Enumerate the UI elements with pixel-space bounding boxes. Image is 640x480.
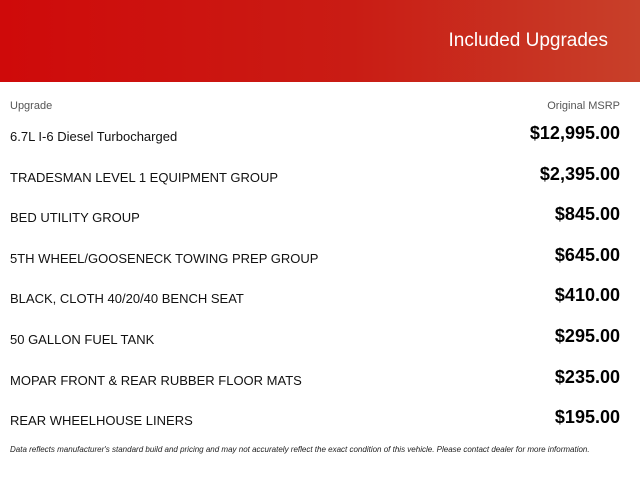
upgrade-name: BED UTILITY GROUP — [10, 210, 140, 226]
header-banner — [0, 0, 640, 82]
upgrade-name: 5TH WHEEL/GOOSENECK TOWING PREP GROUP — [10, 250, 319, 266]
disclaimer-text: Data reflects manufacturer's standard build and pricing and may not accurately reflect the exact condition of this vehicle. Please contact dealer for more information. — [10, 445, 590, 454]
upgrade-name: TRADESMAN LEVEL 1 EQUIPMENT GROUP — [10, 169, 279, 185]
list-item — [0, 238, 640, 279]
upgrade-price: $2,395.00 — [539, 163, 620, 184]
upgrade-price: $645.00 — [554, 244, 620, 265]
list-item — [0, 360, 640, 401]
upgrade-price: $235.00 — [554, 366, 620, 387]
upgrade-name: 50 GALLON FUEL TANK — [10, 331, 155, 347]
upgrade-price: $12,995.00 — [529, 123, 620, 143]
list-item — [0, 116, 640, 157]
upgrade-price: $410.00 — [554, 285, 620, 306]
column-header-msrp: Original MSRP — [547, 100, 620, 112]
list-item — [0, 197, 640, 238]
table-header — [0, 100, 640, 114]
upgrades-list — [0, 116, 640, 441]
page-title: Included Upgrades — [448, 30, 608, 51]
list-item — [0, 319, 640, 360]
column-header-upgrade: Upgrade — [10, 100, 53, 112]
list-item — [0, 400, 640, 441]
upgrade-price: $195.00 — [554, 407, 620, 428]
list-item — [0, 278, 640, 319]
upgrade-name: 6.7L I-6 Diesel Turbocharged — [10, 129, 178, 144]
upgrade-price: $295.00 — [554, 325, 620, 346]
upgrade-name: REAR WHEELHOUSE LINERS — [10, 413, 193, 429]
list-item — [0, 157, 640, 198]
upgrade-price: $845.00 — [554, 204, 620, 225]
upgrade-name: BLACK, CLOTH 40/20/40 BENCH SEAT — [10, 291, 244, 307]
upgrade-name: MOPAR FRONT & REAR RUBBER FLOOR MATS — [10, 372, 302, 388]
